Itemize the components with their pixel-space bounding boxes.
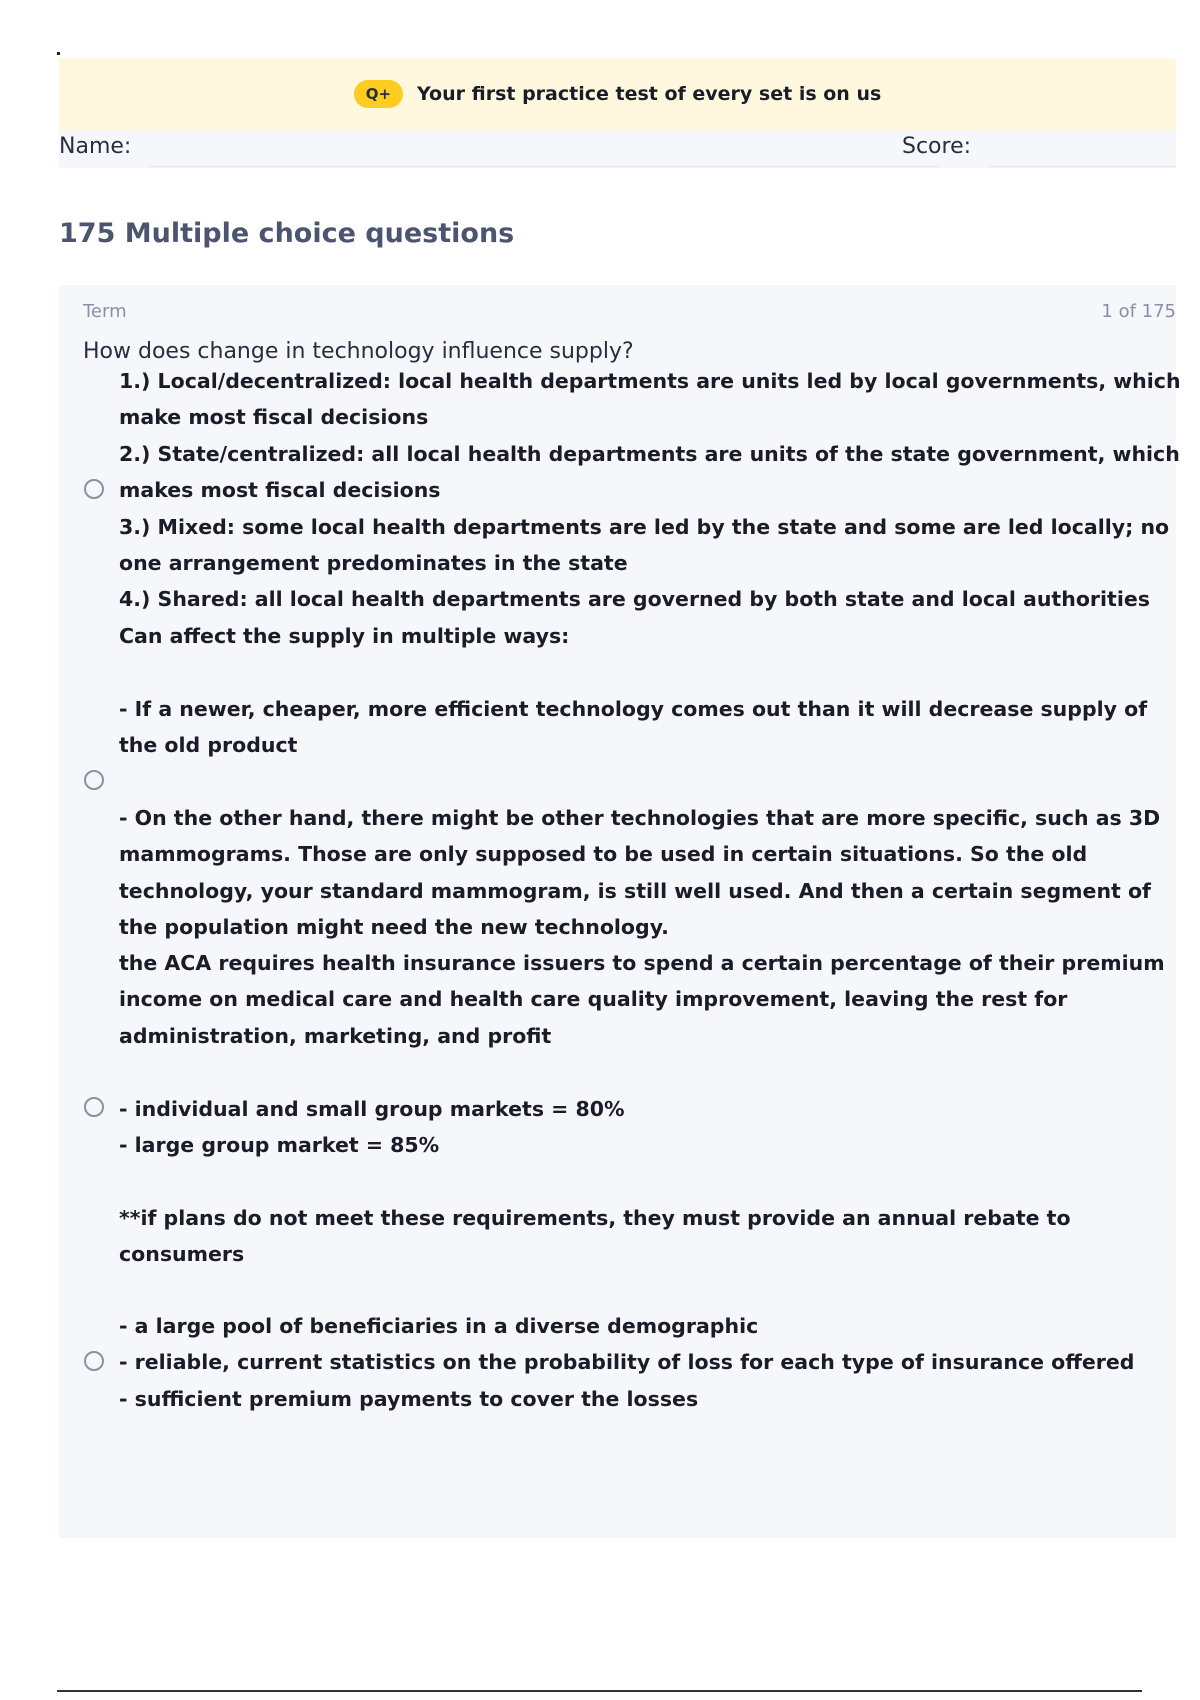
option-line: technology, your standard mammogram, is still well used. And then a certain segment of <box>119 878 1151 903</box>
option-line: the old product <box>119 733 298 758</box>
option-line: one arrangement predominates in the state <box>119 551 628 576</box>
option-line <box>119 1054 1139 1090</box>
option-line: 4.) Shared: all local health departments are governed by both state and local authorities <box>119 587 1150 612</box>
term-label: Term <box>83 301 127 322</box>
page-bottom-rule <box>57 1690 1142 1692</box>
question-card <box>59 285 1181 1538</box>
promo-banner[interactable] <box>59 58 1176 130</box>
option-line: the population might need the new technology. <box>119 915 669 940</box>
option-line: - reliable, current statistics on the probability of loss for each type of insurance offered <box>119 1350 1135 1375</box>
option-line: **if plans do not meet these requirements, they must provide an annual rebate to <box>119 1205 1071 1230</box>
radio-button-3[interactable] <box>84 1097 104 1117</box>
page-mark <box>57 52 60 55</box>
option-line: - large group market = 85% <box>119 1133 440 1158</box>
option-text-2 <box>119 618 1161 946</box>
quizlet-plus-badge: Q+ <box>354 80 403 108</box>
option-line: - sufficient premium payments to cover the losses <box>119 1386 699 1411</box>
option-line: - a large pool of beneficiaries in a diverse demographic <box>119 1314 759 1338</box>
radio-button-4[interactable] <box>84 1351 104 1371</box>
name-label: Name: <box>59 134 132 159</box>
score-field-line <box>989 166 1176 167</box>
score-label: Score: <box>902 134 972 159</box>
name-score-row <box>59 130 1176 168</box>
question-counter: 1 of 175 <box>1101 301 1176 322</box>
question-text: How does change in technology influence supply? <box>83 339 634 364</box>
option-line <box>119 764 1139 800</box>
option-line: 2.) State/centralized: all local health departments are units of the state government, which <box>119 441 1180 466</box>
option-line: mammograms. Those are only supposed to be used in certain situations. So the old <box>119 842 1088 867</box>
option-text-1 <box>119 363 1181 618</box>
option-line: - individual and small group markets = 80% <box>119 1096 625 1121</box>
option-line: the ACA requires health insurance issuers to spend a certain percentage of their premium <box>119 951 1165 975</box>
option-text-4 <box>119 1308 1139 1417</box>
name-field-line <box>149 166 939 167</box>
section-title: 175 Multiple choice questions <box>59 218 515 249</box>
option-line: make most fiscal decisions <box>119 405 429 430</box>
option-line: administration, marketing, and profit <box>119 1023 552 1048</box>
radio-button-2[interactable] <box>84 770 104 790</box>
option-line <box>119 1163 1139 1199</box>
option-text-3 <box>119 945 1165 1273</box>
option-line: 1.) Local/decentralized: local health departments are units led by local governments, which <box>119 369 1181 393</box>
option-line: consumers <box>119 1242 245 1267</box>
option-line: income on medical care and health care quality improvement, leaving the rest for <box>119 987 1068 1012</box>
option-line: makes most fiscal decisions <box>119 478 441 503</box>
option-line: - On the other hand, there might be other technologies that are more specific, such as 3D <box>119 806 1161 830</box>
option-line: - If a newer, cheaper, more efficient technology comes out than it will decrease supply of <box>119 696 1148 721</box>
option-line: Can affect the supply in multiple ways: <box>119 624 570 648</box>
option-line: 3.) Mixed: some local health departments are led by the state and some are led locally; no <box>119 514 1170 539</box>
radio-button-1[interactable] <box>84 479 104 499</box>
promo-text: Your first practice test of every set is on us <box>417 83 882 105</box>
option-line <box>119 654 1139 690</box>
